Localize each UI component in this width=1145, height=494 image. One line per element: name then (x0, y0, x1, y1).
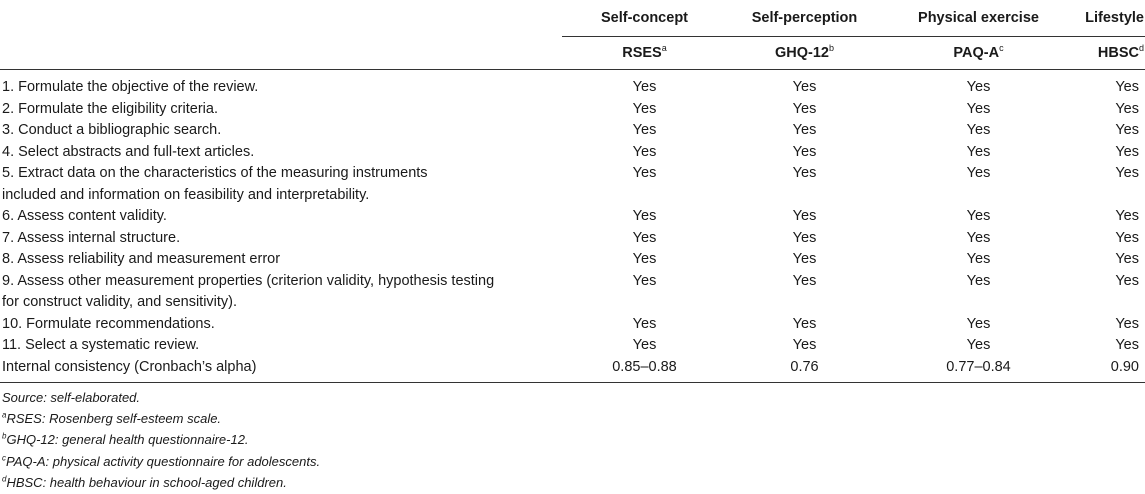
cell-value: Yes (632, 208, 657, 224)
row-label (0, 357, 562, 383)
group-header-physical-exercise: Physical exercise (882, 0, 1075, 37)
row-label-line: 10. Formulate recommendations. (2, 315, 215, 332)
cell-value: Yes (1115, 100, 1139, 117)
cell-value: Yes (966, 143, 991, 160)
cell-value: Yes (966, 208, 991, 224)
cell-value: Yes (632, 122, 657, 138)
row-label (0, 99, 562, 121)
row-label-line: Internal consistency (Cronbach’s alpha) (2, 358, 257, 375)
cell-value: Yes (632, 251, 657, 267)
row-label (0, 249, 562, 271)
cell-value: Yes (1115, 79, 1139, 95)
cell-value: Yes (966, 165, 991, 181)
footnote-source: Source: self-elaborated. (2, 390, 141, 405)
cell-value: Yes (792, 337, 817, 353)
row-label-line: 11. Select a systematic review. (2, 337, 200, 353)
table-row (0, 70, 1145, 99)
cell-value: 0.90 (1075, 357, 1145, 383)
cell-value: Yes (792, 315, 817, 332)
cell-value: 0.77–0.84 (882, 357, 1075, 383)
group-header-self-concept: Self-concept (562, 0, 727, 37)
cell-value: Yes (792, 143, 817, 160)
cell-value: Yes (792, 165, 817, 181)
row-label (0, 335, 562, 357)
cell-value: Yes (632, 229, 657, 246)
row-label-line: 5. Extract data on the characteristics of the measuring instruments (2, 165, 428, 181)
table-row (0, 142, 1145, 164)
instrument-header-hbsc: HBSC$^d$ (1075, 37, 1145, 70)
footnote-d: $^d$HBSC: health behaviour in school-aged children. (2, 474, 287, 490)
table-row (0, 99, 1145, 121)
row-label (0, 163, 562, 206)
row-label (0, 120, 562, 142)
row-label-line: 6. Assess content validity. (2, 208, 167, 224)
cell-value: Yes (792, 229, 817, 246)
header-row-instruments (0, 37, 1145, 70)
cell-value: Yes (966, 229, 991, 246)
row-label (0, 70, 562, 99)
row-label (0, 271, 562, 314)
row-label (0, 314, 562, 336)
cell-value: Yes (1115, 315, 1139, 332)
cell-value: Yes (792, 208, 817, 224)
cell-value: Yes (1115, 122, 1139, 138)
cell-value: Yes (632, 315, 657, 332)
cell-value: Yes (632, 100, 657, 117)
cell-value: Yes (1115, 143, 1139, 160)
row-label-line: 3. Conduct a bibliographic search. (2, 122, 222, 138)
cell-value: Yes (632, 79, 657, 95)
row-label-line: 9. Assess other measurement properties (criterion validity, hypothesis testing (2, 272, 495, 289)
table-body (0, 70, 1145, 383)
row-label-line: 4. Select abstracts and full-text articles. (2, 143, 255, 160)
row-label-line: 2. Formulate the eligibility criteria. (2, 100, 218, 117)
table-row (0, 228, 1145, 250)
row-label-line: 1. Formulate the objective of the review. (2, 79, 259, 95)
cell-value: Yes (1115, 272, 1139, 289)
cell-value: Yes (966, 251, 991, 267)
row-label-line: for construct validity, and sensitivity). (2, 294, 238, 310)
footnote-a: $^a$RSES: Rosenberg self-esteem scale. (2, 410, 222, 427)
cell-value: Yes (632, 337, 657, 353)
group-header-lifestyle: Lifestyle (1075, 0, 1145, 37)
cell-value: Yes (792, 122, 817, 138)
cell-value: Yes (1115, 165, 1139, 181)
cell-value: Yes (966, 79, 991, 95)
cell-value: Yes (792, 100, 817, 117)
footnote-b: $^b$GHQ-12: general health questionnaire-12. (2, 432, 249, 448)
instrument-header-rses: RSES$^a$ (562, 37, 727, 70)
cell-value: Yes (966, 122, 991, 138)
cell-value: Yes (966, 315, 991, 332)
table-row (0, 314, 1145, 336)
row-label-line: included and information on feasibility and interpretability. (2, 186, 370, 203)
row-label (0, 228, 562, 250)
cell-value: Yes (1115, 251, 1139, 267)
cell-value: Yes (792, 251, 817, 267)
cell-value: 0.76 (727, 357, 882, 383)
cell-value: Yes (1115, 229, 1139, 246)
cell-value: Yes (966, 100, 991, 117)
row-label-line: 7. Assess internal structure. (2, 229, 181, 246)
instrument-header-paqa: PAQ-$A^c$ (882, 37, 1075, 70)
table-row (0, 357, 1145, 383)
row-label (0, 142, 562, 164)
table-row (0, 163, 1145, 206)
header-row-groups (0, 0, 1145, 37)
cell-value: Yes (632, 165, 657, 181)
cell-value: Yes (1115, 208, 1139, 224)
cell-value: Yes (792, 79, 817, 95)
cell-value: Yes (632, 143, 657, 160)
cell-value: Yes (792, 272, 817, 289)
cell-value: Yes (966, 337, 991, 353)
group-header-self-perception: Self-perception (727, 0, 882, 37)
table-row (0, 335, 1145, 357)
header-empty-cell (0, 37, 562, 70)
cell-value: 0.85–0.88 (562, 357, 727, 383)
row-label (0, 206, 562, 228)
table-row (0, 120, 1145, 142)
table-footnotes (0, 387, 1145, 493)
header-empty-cell (0, 0, 562, 37)
cell-value: Yes (1115, 337, 1139, 353)
cell-value: Yes (632, 272, 657, 289)
table-row (0, 206, 1145, 228)
cell-value: Yes (966, 272, 991, 289)
row-label-line: 8. Assess reliability and measurement error (2, 251, 281, 267)
table-row (0, 271, 1145, 314)
footnote-c: $^c$PAQ-A: physical activity questionnaire for adolescents. (2, 453, 321, 469)
table-row (0, 249, 1145, 271)
instrument-header-ghq12: GHQ-12$^b$ (727, 37, 882, 70)
